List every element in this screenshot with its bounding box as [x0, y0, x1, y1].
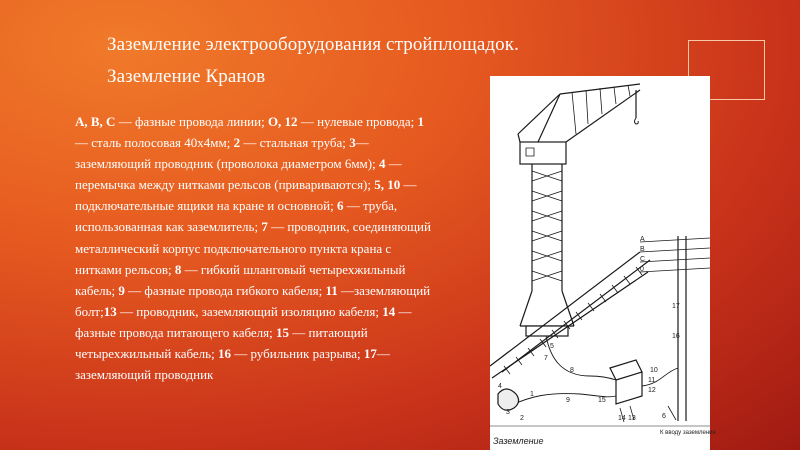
legend-term: 14 — [382, 303, 396, 319]
legend-definition: — проводник, соединяющий металлический корпус подключательного пункта крана с нитками рельсов; — [75, 219, 431, 277]
slide-title-line-2: Заземление Кранов — [107, 66, 266, 87]
part-number-13: 13 — [628, 415, 636, 422]
legend-term: О, 12 — [267, 114, 298, 129]
legend-definition: — стальная труба; — [240, 135, 350, 151]
wire-label-c: C — [640, 256, 646, 263]
part-number-16: 16 — [672, 333, 680, 340]
legend-definition: — перемычка между нитками рельсов (привариваются); — [75, 156, 402, 193]
part-number-14: 14 — [618, 415, 626, 422]
legend-definition: — проводник, заземляющий изоляцию кабеля; — [116, 303, 383, 319]
figure-caption: Заземление — [493, 436, 544, 446]
legend-definition: — заземляющий проводник (проволока диаметром 6мм); — [75, 135, 379, 172]
legend-term: 6 — [336, 198, 344, 214]
legend-term: 13 — [103, 303, 117, 319]
legend-term: 9 — [118, 282, 125, 298]
legend-term: 4 — [378, 156, 386, 172]
legend-term: 1 — [417, 114, 424, 129]
part-number-2: 2 — [520, 415, 524, 422]
part-number-3: 3 — [506, 409, 510, 416]
part-number-11: 11 — [648, 377, 656, 384]
legend-definition: — питающий четырехжильный кабель; — [75, 324, 368, 362]
legend-definition: — нулевые провода; — [297, 114, 418, 129]
legend-definition: —заземляющий болт; — [75, 282, 431, 319]
legend-term: А, В, С — [75, 114, 116, 129]
part-number-15: 15 — [598, 397, 606, 404]
legend-definition: — фазные провода питающего кабеля; — [75, 303, 412, 340]
legend-term: 11 — [325, 282, 338, 298]
part-number-17: 17 — [672, 303, 680, 310]
ground-input-caption: К вводу заземления — [660, 430, 716, 436]
wire-label-b: B — [640, 246, 645, 253]
slide-title-line-1: Заземление электрооборудования стройплощадок. — [107, 34, 519, 55]
legend-term: 7 — [261, 219, 268, 235]
legend-term: 17 — [363, 346, 377, 362]
legend-definition: — гибкий шланговый четырехжильный кабель; — [75, 261, 406, 298]
legend-definition: — фазные провода линии; — [115, 114, 268, 129]
part-number-9: 9 — [566, 397, 570, 404]
legend-term: 8 — [174, 261, 182, 277]
wire-label-0: 0 — [640, 266, 644, 273]
legend-description — [75, 111, 440, 385]
part-number-1: 1 — [530, 391, 534, 398]
legend-definition: — сталь полосовая 40х4мм; — [75, 135, 234, 151]
legend-definition: — рубильник разрыва; — [230, 346, 364, 362]
part-number-12: 12 — [648, 387, 656, 394]
wire-label-a: A — [640, 236, 645, 243]
part-number-8: 8 — [570, 367, 574, 374]
part-number-7: 7 — [544, 355, 548, 362]
crane-grounding-figure — [490, 76, 716, 450]
legend-definition: — подключательные ящики на кране и основной; — [75, 177, 417, 214]
legend-definition: — труба, использованная как заземлитель; — [75, 198, 398, 235]
legend-term: 3 — [349, 135, 356, 151]
legend-term: 2 — [233, 135, 241, 151]
part-number-5: 5 — [550, 343, 554, 350]
part-number-4: 4 — [498, 383, 502, 390]
part-number-6: 6 — [662, 413, 666, 420]
legend-definition: — фазные провода гибкого кабеля; — [124, 282, 326, 298]
part-number-10: 10 — [650, 367, 658, 374]
legend-term: 15 — [276, 324, 290, 340]
legend-definition: — заземляющий проводник — [75, 346, 390, 383]
legend-term: 5, 10 — [374, 177, 401, 193]
legend-term: 16 — [217, 346, 231, 362]
crane-diagram — [490, 76, 716, 450]
